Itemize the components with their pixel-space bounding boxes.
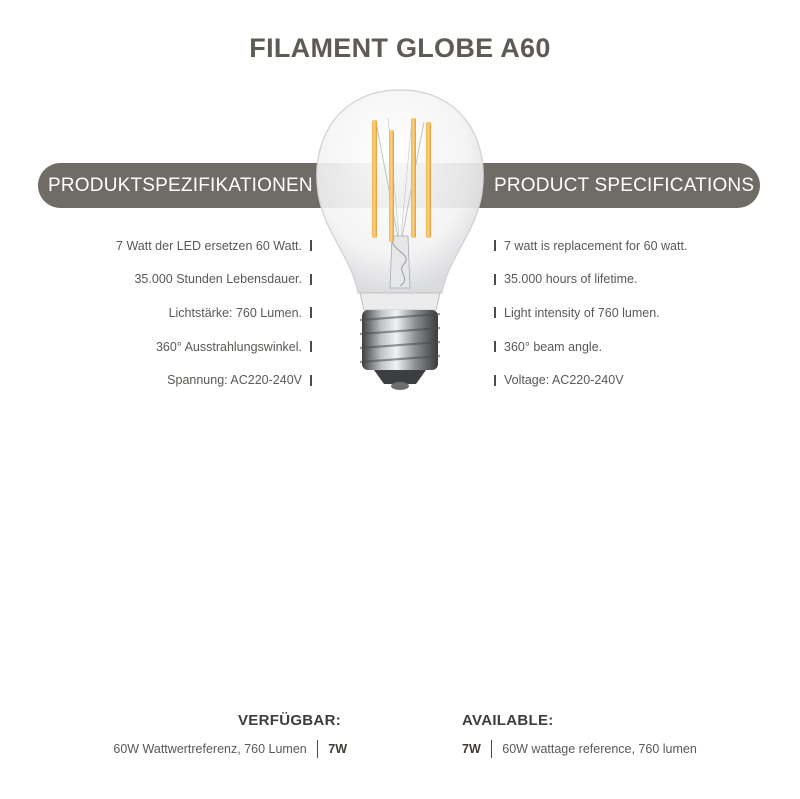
- spec-item-en: [494, 263, 687, 297]
- spec-text: 360° Ausstrahlungswinkel.: [155, 339, 302, 354]
- spec-heading-de: PRODUKTSPEZIFIKATIONEN: [48, 175, 313, 196]
- spec-item-en: [494, 296, 687, 330]
- spec-item-de: [116, 363, 312, 397]
- led-bulb-image: [300, 88, 500, 393]
- separator-bar: [310, 375, 312, 386]
- spec-item-de: [116, 263, 312, 297]
- separator-bar: [310, 307, 312, 318]
- separator-bar: [494, 341, 496, 352]
- wattage-value-de: 7W: [328, 742, 347, 756]
- separator-bar: [494, 375, 496, 386]
- spec-text: 35.000 Stunden Lebensdauer.: [134, 272, 302, 287]
- spec-list-en: [494, 229, 687, 397]
- availability-text-en: 60W wattage reference, 760 lumen: [502, 742, 697, 756]
- availability-heading-de: VERFÜGBAR:: [238, 712, 341, 729]
- availability-row-de: [113, 740, 347, 758]
- spec-text: Lichtstärke: 760 Lumen.: [168, 305, 302, 320]
- spec-text: Spannung: AC220-240V: [167, 373, 302, 388]
- separator-bar: [494, 240, 496, 251]
- spec-item-en: [494, 363, 687, 397]
- availability-heading-en: AVAILABLE:: [462, 712, 554, 729]
- spec-text: Voltage: AC220-240V: [504, 373, 624, 388]
- spec-text: 35.000 hours of lifetime.: [504, 272, 638, 287]
- separator-bar: [494, 274, 496, 285]
- spec-text: 7 watt is replacement for 60 watt.: [504, 238, 688, 253]
- separator-bar: [317, 740, 319, 758]
- page-title: FILAMENT GLOBE A60: [249, 33, 551, 63]
- spec-list-de: [116, 229, 312, 397]
- spec-item-en: [494, 229, 687, 263]
- spec-text: Light intensity of 760 lumen.: [504, 305, 660, 320]
- spec-heading-en: PRODUCT SPECIFICATIONS: [494, 175, 755, 196]
- separator-bar: [310, 341, 312, 352]
- separator-bar: [491, 740, 493, 758]
- separator-bar: [310, 274, 312, 285]
- separator-bar: [310, 240, 312, 251]
- spec-item-de: [116, 296, 312, 330]
- availability-text-de: 60W Wattwertreferenz, 760 Lumen: [113, 742, 307, 756]
- wattage-value-en: 7W: [462, 742, 481, 756]
- spec-item-en: [494, 330, 687, 364]
- spec-text: 360° beam angle.: [504, 339, 603, 354]
- spec-item-de: [116, 229, 312, 263]
- availability-row-en: [462, 740, 697, 758]
- spec-item-de: [116, 330, 312, 364]
- spec-text: 7 Watt der LED ersetzen 60 Watt.: [116, 238, 302, 253]
- separator-bar: [494, 307, 496, 318]
